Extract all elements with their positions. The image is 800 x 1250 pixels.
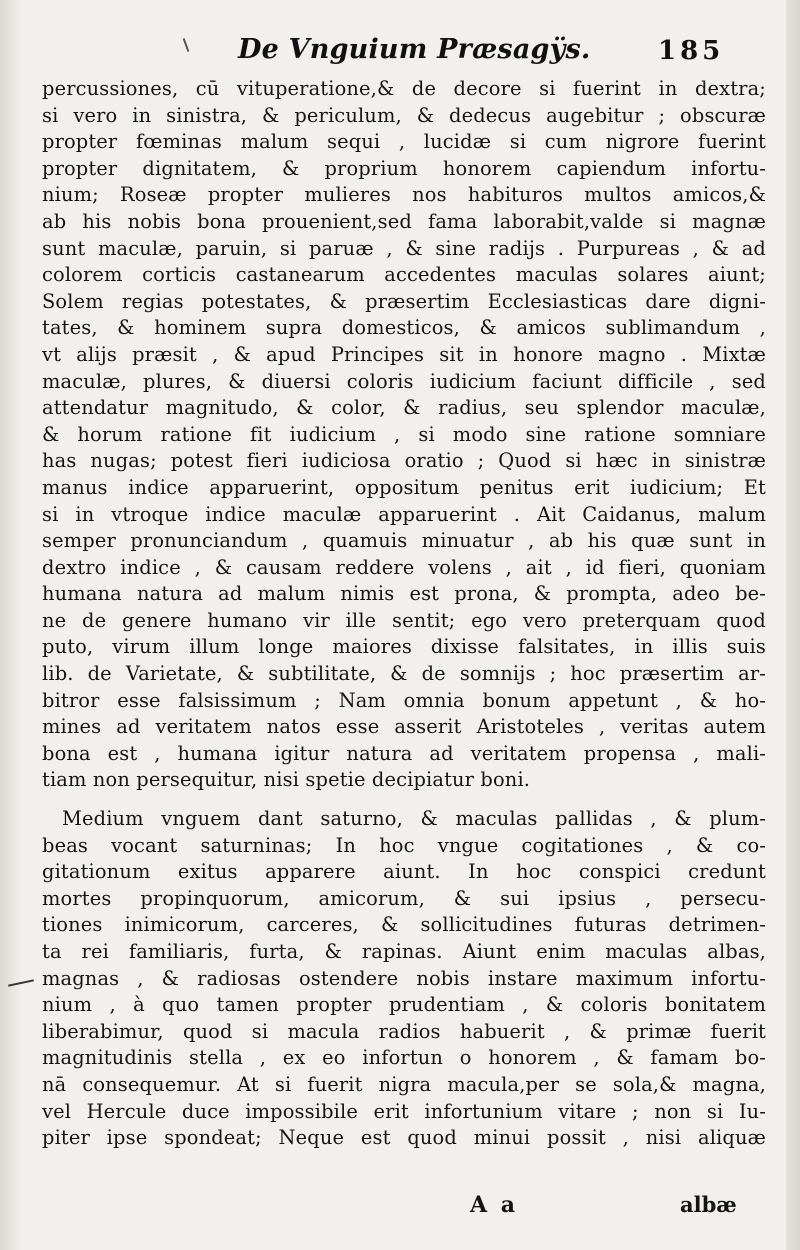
- text-line: maculæ, plures, & diuersi coloris iudicium faciunt difficile , sed: [42, 369, 766, 393]
- text-line: propter fœminas malum sequi , lucidæ si cum nigrore fuerint: [42, 130, 766, 154]
- paragraph-gap: [42, 794, 766, 806]
- text-line: nium , à quo tamen propter prudentiam , & coloris bonitatem: [42, 993, 766, 1017]
- page-number: 185: [658, 36, 725, 66]
- text-line: vel Hercule duce impossibile erit infortunium vitare ; non si Iu-: [42, 1099, 766, 1123]
- text-line: & horum ratione fit iudicium , si modo sine ratione somniare: [42, 422, 766, 446]
- page-header: [0, 30, 800, 74]
- text-line: nā consequemur. At si fuerit nigra macula,per se sola,& magna,: [42, 1072, 766, 1096]
- signature-mark: A a: [470, 1192, 518, 1218]
- text-line: colorem corticis castanearum accedentes maculas solares aiunt;: [42, 263, 766, 287]
- text-line: mortes propinquorum, amicorum, & sui ipsius , persecu-: [42, 886, 766, 910]
- text-line: bitror esse falsissimum ; Nam omnia bonum appetunt , & ho-: [42, 688, 766, 712]
- text-line: dextro indice , & causam reddere volens , ait , id fieri, quoniam: [42, 555, 766, 579]
- paragraph-2: [42, 806, 766, 1152]
- text-line: propter dignitatem, & proprium honorem capiendum infortu-: [42, 156, 766, 180]
- text-line: tiones inimicorum, carceres, & sollicitudines futuras detrimen-: [42, 913, 766, 937]
- text-line: sunt maculæ, paruin, si paruæ , & sine radijs . Purpureas , & ad: [42, 236, 766, 260]
- text-line: percussiones, cū vituperatione,& de decore si fuerint in dextra;: [42, 77, 766, 100]
- text-line: piter ipse spondeat; Neque est quod minui possit , nisi aliquæ: [42, 1126, 766, 1150]
- page-footer: [0, 1192, 800, 1228]
- text-line: beas vocant saturninas; In hoc vngue cogitationes , & co-: [42, 833, 766, 857]
- text-line: ab his nobis bona prouenient,sed fama laborabit,valde si magnæ: [42, 209, 766, 233]
- catchword: albæ: [680, 1192, 737, 1217]
- text-line: ta rei familiaris, furta, & rapinas. Aiunt enim maculas albas,: [42, 940, 766, 963]
- text-line: bona est , humana igitur natura ad veritatem propensa , mali-: [42, 741, 766, 765]
- text-line: humana natura ad malum nimis est prona, & prompta, adeo be-: [42, 582, 766, 606]
- text-line: Solem regias potestates, & præsertim Ecclesiasticas dare digni-: [42, 289, 766, 313]
- page-edge-shadow: [786, 0, 800, 1250]
- text-line: magnas , & radiosas ostendere nobis instare maximum infortu-: [42, 966, 766, 990]
- text-line: nium; Roseæ propter mulieres nos habituros multos amicos,&: [42, 183, 766, 207]
- text-line: manus indice apparuerint, oppositum penitus erit iudicium; Et: [42, 475, 766, 499]
- text-line: semper pronunciandum , quamuis minuatur , ab his quæ sunt in: [42, 529, 766, 553]
- text-line: vt alijs præsit , & apud Principes sit in honore magno . Mixtæ: [42, 342, 766, 366]
- text-line: ne de genere humano vir ille sentit; ego vero preterquam quod: [42, 608, 766, 632]
- text-line: gitationum exitus apparere aiunt. In hoc conspici credunt: [42, 860, 766, 884]
- running-title: De Vnguium Præsagÿs.: [238, 34, 591, 65]
- gutter-shadow: [0, 0, 22, 1250]
- text-line: attendatur magnitudo, & color, & radius, seu splendor maculæ,: [42, 396, 766, 420]
- text-line: si vero in sinistra, & periculum, & dedecus augebitur ; obscuræ: [42, 103, 766, 127]
- margin-tick-mark: [183, 38, 190, 52]
- text-line-last: tiam non persequitur, nisi spetie decipiatur boni.: [42, 768, 531, 792]
- text-line: mines ad veritatem natos esse asserit Aristoteles , veritas autem: [42, 715, 766, 739]
- text-line: tates, & hominem supra domesticos, & amicos sublimandum ,: [42, 316, 766, 340]
- paragraph-1: [42, 76, 766, 794]
- text-line: lib. de Varietate, & subtilitate, & de somnijs ; hoc præsertim ar-: [42, 662, 766, 686]
- text-line: si in vtroque indice maculæ apparuerint . Ait Caidanus, malum: [42, 502, 766, 526]
- text-line-first: Medium vnguem dant saturno, & maculas pallidas , & plum-: [62, 807, 766, 831]
- text-line: puto, virum illum longe maiores dixisse falsitates, in illis suis: [42, 635, 766, 659]
- text-line: liberabimur, quod si macula radios habuerit , & primæ fuerit: [42, 1019, 766, 1043]
- text-line: magnitudinis stella , ex eo infortun o honorem , & famam bo-: [42, 1046, 766, 1070]
- main-text-block: [42, 76, 766, 1152]
- text-line: has nugas; potest fieri iudiciosa oratio ; Quod si hæc in sinistræ: [42, 449, 766, 473]
